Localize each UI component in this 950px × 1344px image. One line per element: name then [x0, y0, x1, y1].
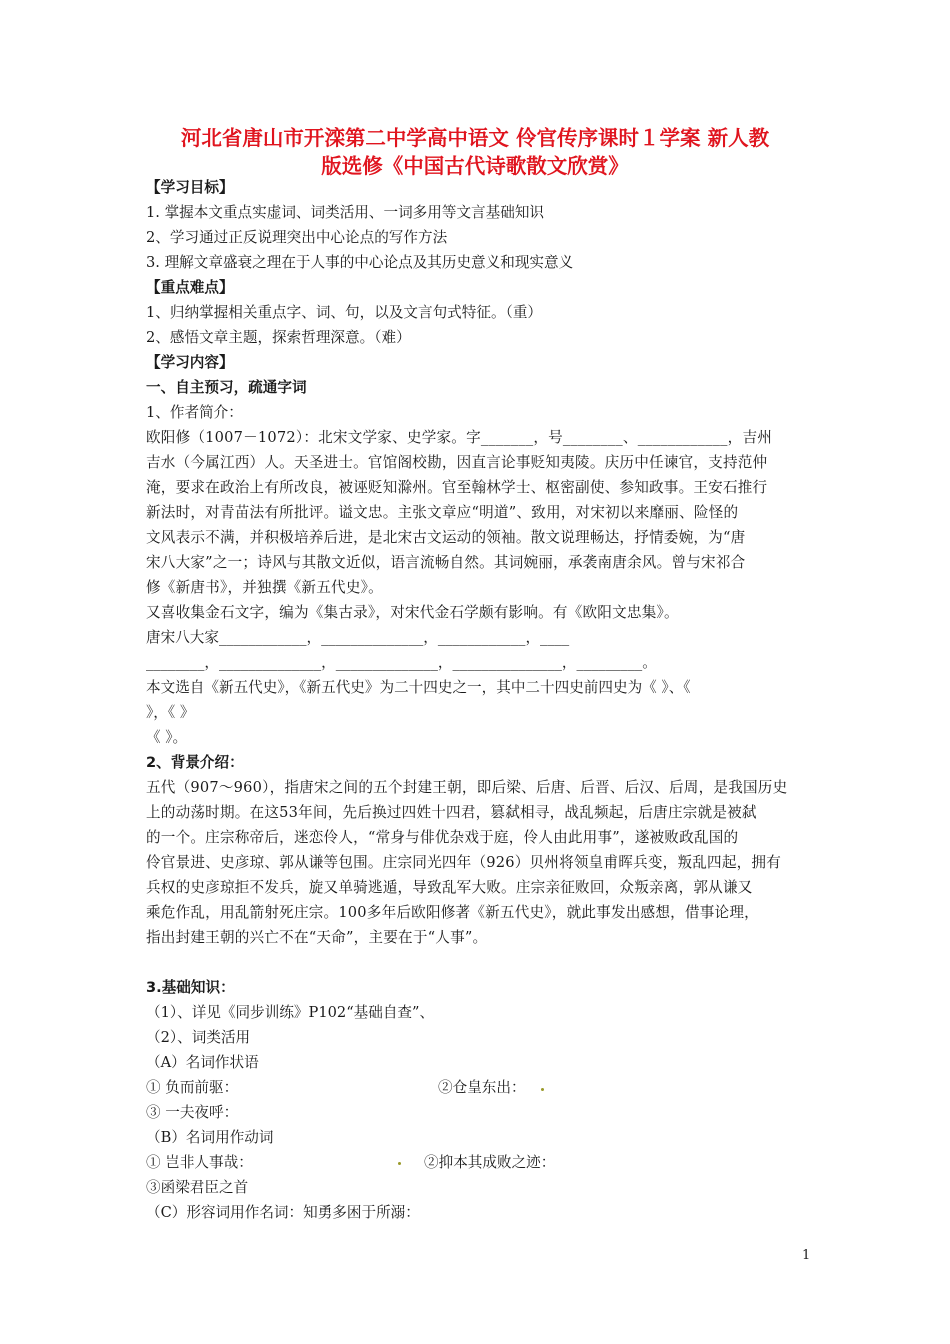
background-line: 指出封建王朝的兴亡不在“天命”，主要在于“人事”。: [146, 929, 488, 946]
eight-masters-line: ________，______________，______________，_______________，_________。: [146, 654, 657, 671]
objective-item: 1. 掌握本文重点实虚词、词类活用、一词多用等文言基础知识: [146, 204, 545, 221]
background-heading: 2、背景介绍：: [146, 754, 244, 771]
source-line: 本文选自《新五代史》，《新五代史》为二十四史之一，其中二十四史前四史为《 》、《: [146, 679, 691, 696]
author-label: 1、作者简介：: [146, 404, 243, 421]
author-text-line: 文风表示不满，并积极培养后进，是北宋古文运动的领袖。散文说理畅达，抒情委婉，为“唐: [146, 529, 746, 546]
background-line: 兵权的史彦琼拒不发兵，旋又单骑逃遁，导致乱军大败。庄宗亲征败回，众叛亲离，郭从谦又: [146, 879, 753, 896]
document-title: [120, 124, 830, 180]
basics-line: ③函梁君臣之首: [146, 1179, 249, 1196]
title-line-2: 版选修《中国古代诗歌散文欣赏》: [321, 154, 629, 178]
objective-item: 3. 理解文章盛衰之理在于人事的中心论点及其历史意义和现实意义: [146, 254, 574, 271]
background-line: 上的动荡时期。在这53年间，先后换过四姓十四君，篡弑相寻，战乱频起，后唐庄宗就是被弑: [146, 804, 757, 821]
background-line: 的一个。庄宗称帝后，迷恋伶人，“常身与俳优杂戏于庭，伶人由此用事”，遂被败政乱国的: [146, 829, 739, 846]
objective-item: 2、学习通过正反说理突出中心论点的写作方法: [146, 229, 448, 246]
basics-heading: 3.基础知识：: [146, 979, 235, 996]
keypoint-item: 1、归纳掌握相关重点字、词、句，以及文言句式特征。（重）: [146, 304, 543, 321]
basics-line: ②抑本其成败之迹：: [424, 1154, 556, 1171]
basics-line: ②仓皇东出：: [438, 1079, 526, 1096]
author-text-line: 淹，要求在政治上有所改良，被诬贬知滁州。官至翰林学士、枢密副使、参知政事。王安石推行: [146, 479, 768, 496]
basics-line: （A）名词作状语: [146, 1054, 259, 1071]
background-line: 乘危作乱，用乱箭射死庄宗。100多年后欧阳修著《新五代史》，就此事发出感想，借事论理，: [146, 904, 759, 921]
author-text-line: 又喜收集金石文字，编为《集古录》，对宋代金石学颇有影响。有《欧阳文忠集》。: [146, 604, 679, 621]
basics-line: （2）、词类活用: [146, 1029, 251, 1046]
basics-line: ① 负而前驱：: [146, 1079, 239, 1096]
background-line: 五代（907～960），指唐宋之间的五个封建王朝，即后梁、后唐、后晋、后汉、后周，是我国历史: [146, 779, 788, 796]
author-text-line: 欧阳修（1007－1072）：北宋文学家、史学家。字_______，号________、____________，吉州: [146, 429, 773, 446]
source-line: 《 》。: [146, 729, 188, 746]
author-text-line: 吉水（今属江西）人。天圣进士。官馆阁校勘，因直言论事贬知夷陵。庆历中任谏官，支持范仲: [146, 454, 768, 471]
keypoint-item: 2、感悟文章主题，探索哲理深意。（难）: [146, 329, 411, 346]
author-text-line: 修《新唐书》，并独撰《新五代史》。: [146, 579, 383, 596]
basics-line: （C）形容词用作名词：知勇多困于所溺：: [146, 1204, 420, 1221]
stray-mark-icon: [398, 1162, 401, 1165]
keypoints-heading: 【重点难点】: [146, 279, 234, 296]
author-text-line: 宋八大家”之一；诗风与其散文近似，语言流畅自然。其词婉丽，承袭南唐余风。曾与宋祁合: [146, 554, 746, 571]
source-line: 》，《 》: [146, 704, 195, 721]
eight-masters-line: 唐宋八大家____________，______________，____________，____: [146, 629, 570, 646]
basics-line: （B）名词用作动词: [146, 1129, 274, 1146]
page-number: 1: [802, 1248, 811, 1263]
objectives-heading: 【学习目标】: [146, 179, 234, 196]
basics-line: ③ 一夫夜呼：: [146, 1104, 239, 1121]
title-line-1: 河北省唐山市开滦第二中学高中语文 伶官传序课时１学案 新人教: [180, 126, 770, 150]
basics-line: （1）、详见《同步训练》P102“基础自查”、: [146, 1004, 435, 1021]
section1-heading: 一、自主预习，疏通字词: [146, 379, 307, 396]
background-line: 伶官景进、史彦琼、郭从谦等包围。庄宗同光四年（926）贝州将领皇甫晖兵变，叛乱四起，拥有: [146, 854, 782, 871]
stray-mark-icon: [541, 1088, 544, 1091]
basics-line: ① 岂非人事哉：: [146, 1154, 253, 1171]
content-heading: 【学习内容】: [146, 354, 234, 371]
author-text-line: 新法时，对青苗法有所批评。谥文忠。主张文章应“明道”、致用，对宋初以来靡丽、险怪的: [146, 504, 739, 521]
